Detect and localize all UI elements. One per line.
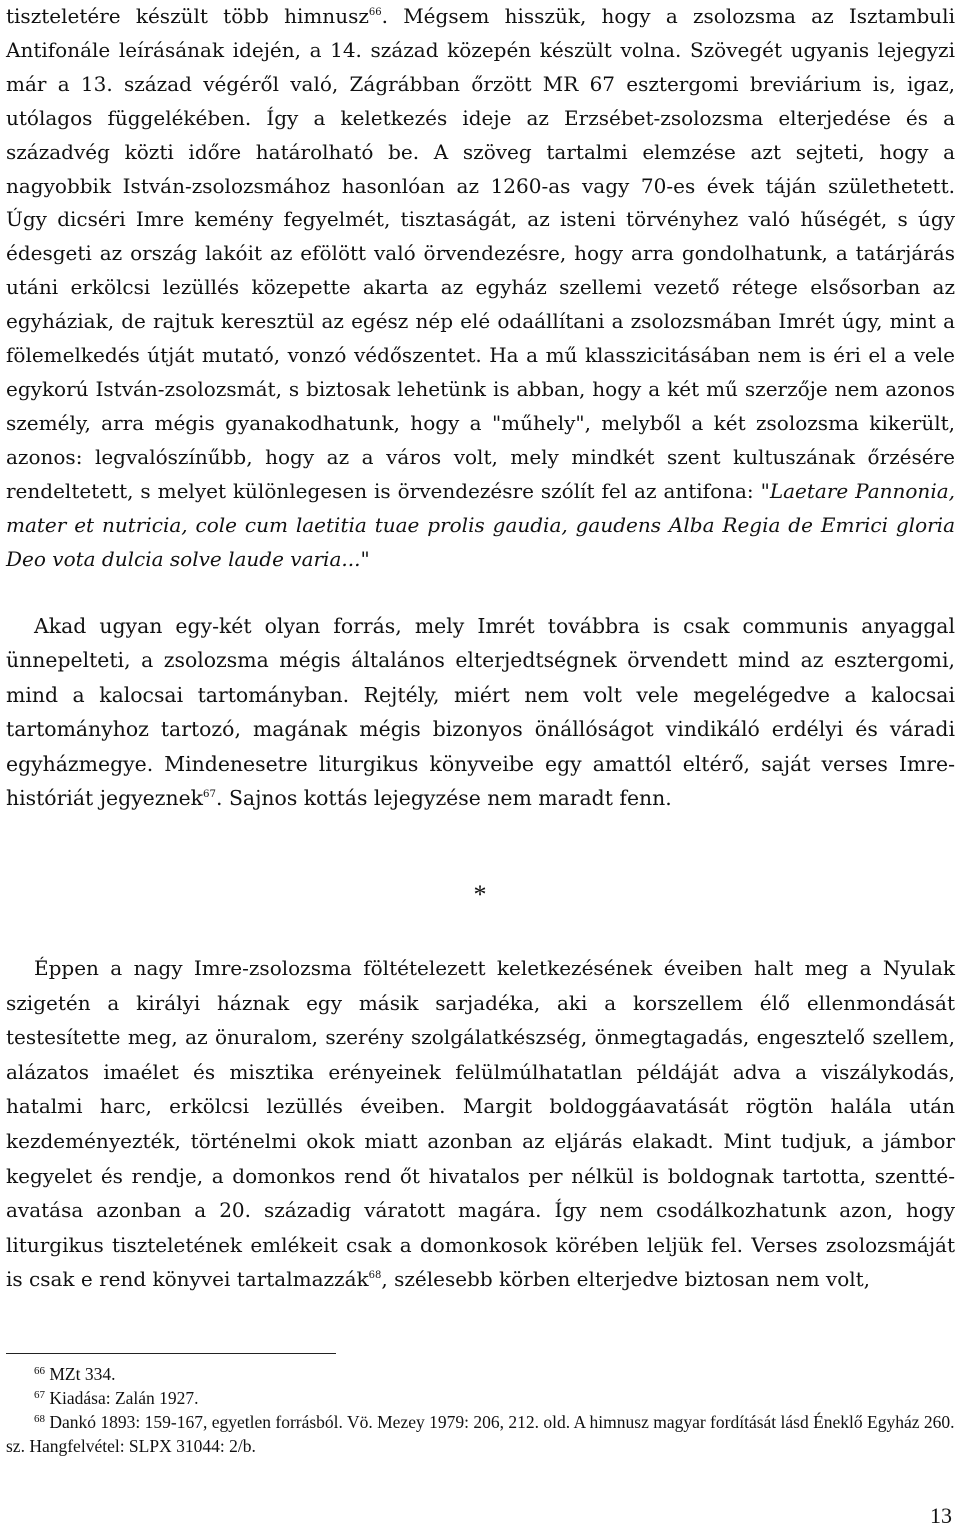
footnotes	[6, 1362, 955, 1458]
latin-quote: Laetare Pannonia, mater et nutricia, cole cum laetitia tuae prolis gaudia, gaudens Alba Regia de Emrici gloria Deo vota dulcia solve laude varia...	[6, 478, 955, 571]
footnote-number: 66	[34, 1365, 45, 1377]
footnote-text: Dankó 1893: 159-167, egyetlen forrásból. Vö. Mezey 1979: 206, 212. old. A himnusz magyar fordítását lásd Éneklő Egyház 260. sz. Hangfelvétel: SLPX 31044: 2/b.	[6, 1412, 955, 1456]
body-paragraph	[6, 0, 955, 576]
paragraph-text: "	[360, 546, 370, 571]
footnote-text: MZt 334.	[49, 1364, 116, 1384]
footnote-ref-66[interactable]: 66	[368, 7, 382, 18]
body-paragraph	[6, 951, 955, 1297]
paragraph-text: . Sajnos kottás lejegyzése nem maradt fenn.	[216, 786, 672, 811]
footnote-ref-68[interactable]: 68	[368, 1270, 382, 1282]
footnote-number: 68	[34, 1413, 45, 1425]
footnote-67	[6, 1386, 955, 1410]
section-separator: *	[473, 880, 487, 909]
paragraph-text: Éppen a nagy Imre-zsolozsma föltételezett keletkezésének éveiben halt meg a Nyulak szigetén a királyi háznak egy másik sarjadéka, aki a korszellem élő ellenmondását testesítette meg, az önuralom, szerény szolgálatkészség, önmegtagadás, engesztelő szellem, alázatos imaélet és misztika erényeinek felülmúlhatatlan példáját adva a viszálykodás, hatalmi harc, erkölcsi lezüllés éveiben. Margit boldoggáavatását rögtön halála után kezdeményezték, történelmi okok miatt azonban az eljárás elakadt. Mint tudjuk, a jámbor kegyelet és rendje, a domonkos rend őt hivatalos per nélkül is boldognak tartotta, szenttéavatása azonban a 20. századig váratott magára. Így nem csodálkozhatunk azon, hogy liturgikus tiszteletének emlékeit csak a domonkosok körében leljük fel. Verses zsolozsmáját is csak e rend könyvei tartalmazzák	[6, 956, 955, 1292]
body-paragraph	[6, 609, 955, 815]
footnote-68	[6, 1410, 955, 1458]
paragraph-text: tiszteletére készült több himnusz	[6, 4, 369, 28]
footnote-text: Kiadása: Zalán 1927.	[49, 1388, 199, 1408]
footnote-66	[6, 1362, 955, 1386]
page-number: 13	[930, 1503, 952, 1528]
footnote-ref-67[interactable]: 67	[203, 788, 216, 800]
footnote-number: 67	[34, 1389, 45, 1401]
paragraph-text: . Mégsem hisszük, hogy a zsolozsma az Isztambuli Antifonále leírásának idején, a 14. század közepén készült volna. Szövegét ugyanis lejegyzi már a 13. század végéről való, Zágrábban őrzött MR 67 esztergomi breviárium is, igaz, utólagos függelékében. Így a keletkezés ideje az Erzsébet-zsolozsma elterjedése és a századvég közti időre határolható be. A szöveg tartalmi elemzése azt sejteti, hogy a nagyobbik István-zsolozsmához hasonlóan az 1260-as vagy 70-es évek táján születhetett. Úgy dicséri Imre kemény fegyelmét, tisztaságát, az isteni törvényhez való hűségét, s úgy édesgeti az ország lakóit az efölött való örvendezésre, hogy arra gondolhatunk, a tatárjárás utáni erkölcsi lezüllés közepette akarta az egyház szellemi vezető rétege elsősorban az egyháziak, de rajtuk keresztül az egész nép elé odaállítani a zsolozsmában Imrét úgy, mint a fölemelkedés útját mutató, vonzó védőszentet. Ha a mű klasszicitásában nem is éri el a vele egykorú István-zsolozsmát, s biztosak lehetünk is abban, hogy a két mű szerzője nem azonos személy, arra mégis gyanakodhatunk, hogy a "műhely", melyből a két zsolozsma kikerült, azonos: legvalószínűbb, hogy az a város volt, mely mindkét szent kultuszának őrzésére rendeltetett, s melyet különlegesen is örvendezésre szólít fel az antifona: "	[6, 4, 955, 503]
paragraph-text: Akad ugyan egy-két olyan forrás, mely Imrét továbbra is csak communis anyaggal ünnepelteti, a zsolozsma mégis általános elterjedtségnek örvendett mind az esztergomi, mind a kalocsai tartományban. Rejtély, miért nem volt vele megelégedve a kalocsai tartományhoz tartozó, magának mégis bizonyos önállóságot vindikáló erdélyi és váradi egyházmegye. Mindenesetre liturgikus könyveibe egy amattól eltérő, saját verses Imre-históriát jegyeznek	[6, 614, 955, 811]
footnote-divider	[6, 1353, 336, 1354]
paragraph-text: , szélesebb körben elterjedve biztosan nem volt,	[381, 1267, 871, 1292]
